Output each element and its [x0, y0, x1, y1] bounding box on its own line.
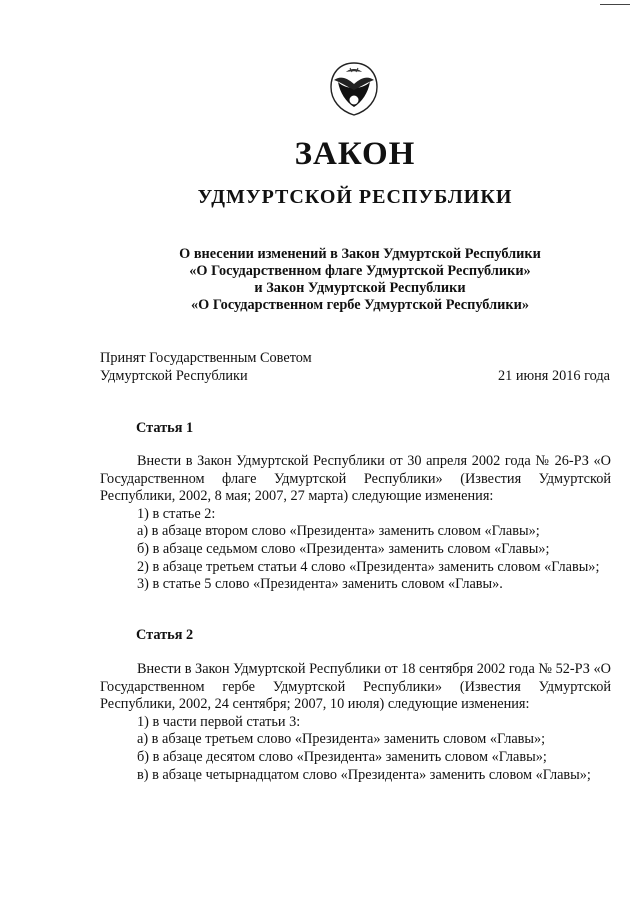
subject-line: «О Государственном флаге Удмуртской Республики» [189, 263, 531, 279]
adopted-by [100, 349, 400, 385]
article-1-heading: Статья 1 [136, 420, 194, 436]
article-paragraph: 1) в статье 2: [137, 505, 216, 522]
article-paragraph: 3) в статье 5 слово «Президента» заменить словом «Главы». [137, 576, 503, 593]
article-paragraph: а) в абзаце третьем слово «Президента» заменить словом «Главы»; [137, 731, 546, 748]
subject-line: «О Государственном гербе Удмуртской Республики» [191, 297, 529, 313]
adopted-date: 21 июня 2016 года [497, 368, 610, 384]
article-1-body [100, 453, 611, 594]
article-paragraph: б) в абзаце седьмом слово «Президента» заменить словом «Главы»; [137, 540, 550, 557]
article-paragraph: б) в абзаце десятом слово «Президента» заменить словом «Главы»; [137, 748, 547, 765]
article-paragraph: 2) в абзаце третьем статьи 4 слово «Президента» заменить словом «Главы»; [137, 558, 600, 575]
article-paragraph: Внести в Закон Удмуртской Республики от 18 сентября 2002 года № 52-РЗ «О Государственном гербе Удмуртской Республики» (Известия Удмуртской Республики, 2002, 24 сентября; 2007, 10 июля) следующие изменения: [100, 661, 611, 713]
article-paragraph: 1) в части первой статьи 3: [137, 713, 301, 730]
law-title: ЗАКОН [294, 136, 416, 172]
subject-line: О внесении изменений в Закон Удмуртской Республики [179, 246, 541, 262]
republic-subtitle: УДМУРТСКОЙ РЕСПУБЛИКИ [197, 186, 513, 208]
subject-line: и Закон Удмуртской Республики [254, 280, 466, 296]
adopted-by-line: Удмуртской Республики [100, 368, 248, 384]
article-paragraph: а) в абзаце втором слово «Президента» заменить словом «Главы»; [137, 523, 540, 540]
adopted-by-line: Принят Государственным Советом [100, 350, 312, 366]
article-2-body [100, 661, 611, 784]
scan-corner-mark [600, 0, 630, 5]
udmurt-coat-of-arms-icon [326, 60, 382, 118]
law-subject [150, 246, 570, 314]
article-paragraph: в) в абзаце четырнадцатом слово «Президента» заменить словом «Главы»; [137, 766, 591, 783]
article-2-heading: Статья 2 [136, 627, 194, 643]
article-paragraph: Внести в Закон Удмуртской Республики от 30 апреля 2002 года № 26-РЗ «О Государственном флаге Удмуртской Республики» (Известия Удмуртской Республики, 2002, 8 мая; 2007, 27 марта) следующие изменения: [100, 453, 611, 505]
